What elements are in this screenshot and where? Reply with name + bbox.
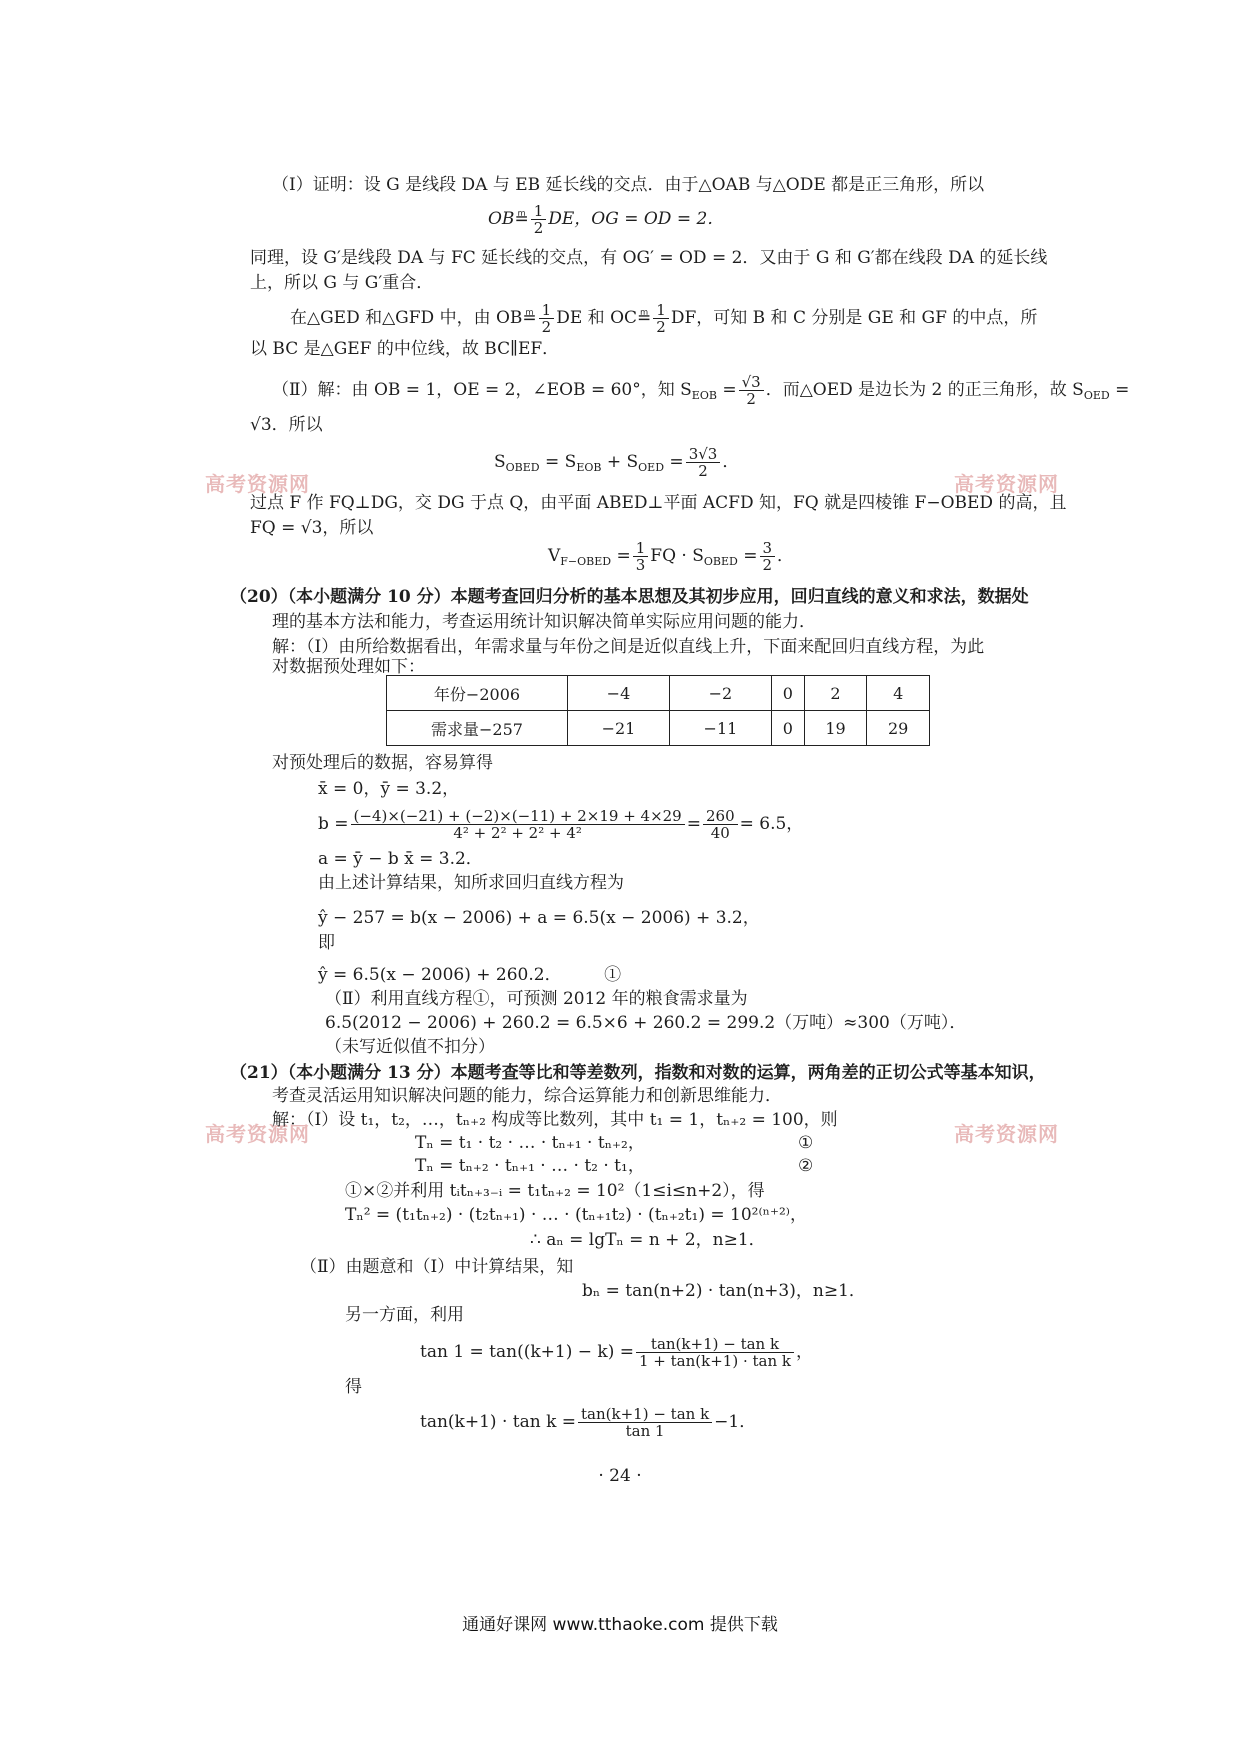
- table-cell: −21: [568, 711, 670, 746]
- watermark: 高考资源网: [954, 472, 1059, 496]
- table-cell: 29: [867, 711, 930, 746]
- formula-line: ŷ − 257 = b(x − 2006) + a = 6.5(x − 2006) + 3.2，: [318, 908, 760, 928]
- formula-line: tan 1 = tan((k+1) − k) = $\frac{\text{tan(k+1) − tan k}}{\text{1 + tan(k+1) · tan k}}$ ，: [420, 1335, 813, 1370]
- watermark: 高考资源网: [954, 1122, 1059, 1146]
- text-line: 即: [318, 933, 335, 953]
- text-line: 理的基本方法和能力，考查运用统计知识解决简单实际应用问题的能力．: [272, 612, 816, 632]
- text-line: 对数据预处理如下：: [272, 657, 425, 677]
- equation-number: ②: [798, 1156, 814, 1176]
- table-cell: 4: [867, 676, 930, 711]
- formula-line: Tₙ = tₙ₊₂ · tₙ₊₁ · … · t₂ · t₁，: [415, 1156, 645, 1176]
- text-line: （20）（本小题满分 10 分）本题考查回归分析的基本思想及其初步应用，回归直线的意义和求法，数据处: [230, 587, 1029, 607]
- page-number: · 24 ·: [598, 1466, 642, 1486]
- table-row: [387, 711, 930, 746]
- table-cell: 0: [771, 676, 804, 711]
- formula-line: $V_{F-OBED}$ = $\frac{1}{3}$ FQ · $S_{OBED}$ = $\frac{3}{2}$ ．: [548, 539, 795, 574]
- text-line: （Ⅱ）利用直线方程①，可预测 2012 年的粮食需求量为: [325, 989, 748, 1009]
- formula-line: ŷ = 6.5(x − 2006) + 260.2． ①: [318, 965, 622, 985]
- formula-line: bₙ = tan(n+2) · tan(n+3)，n≥1．: [582, 1281, 866, 1301]
- table-cell: 年份−2006: [387, 676, 568, 711]
- text-line: 解：（Ⅰ）由所给数据看出，年需求量与年份之间是近似直线上升，下面来配回归直线方程，为此: [272, 637, 985, 657]
- formula-line: ∴ aₙ = lgTₙ = n + 2，n≥1．: [530, 1230, 766, 1250]
- data-table: [386, 675, 930, 746]
- equation-number: ①: [798, 1133, 814, 1153]
- text-line: 得: [345, 1377, 362, 1397]
- table-cell: −11: [669, 711, 771, 746]
- text-line: 另一方面，利用: [345, 1305, 464, 1325]
- text-line: （Ⅰ）证明：设 G 是线段 DA 与 EB 延长线的交点．由于△OAB 与△ODE 都是正三角形，所以: [272, 175, 985, 195]
- text-line: FQ = √3，所以: [250, 518, 374, 538]
- text-line: 以 BC 是△GEF 的中位线，故 BC∥EF．: [250, 339, 560, 359]
- formula-line: 解：（Ⅰ）设 t₁，t₂，…，tₙ₊₂ 构成等比数列，其中 t₁ = 1，tₙ₊₂ = 100，则: [272, 1110, 838, 1130]
- table-row: [387, 676, 930, 711]
- table-cell: 2: [804, 676, 867, 711]
- formula-line: a = ȳ − b x̄ = 3.2．: [318, 849, 483, 869]
- formula-line: ①×②并利用 tᵢtₙ₊₃₋ᵢ = t₁tₙ₊₂ = 10²（1≤i≤n+2），得: [345, 1181, 765, 1201]
- formula-line: x̄ = 0，ȳ = 3.2，: [318, 779, 460, 799]
- watermark: 高考资源网: [205, 1122, 310, 1146]
- table-cell: 19: [804, 711, 867, 746]
- text-line: 同理，设 G′是线段 DA 与 FC 延长线的交点，有 OG′ = OD = 2．又由于 G 和 G′都在线段 DA 的延长线: [250, 248, 1048, 268]
- table-cell: −2: [669, 676, 771, 711]
- table-cell: 0: [771, 711, 804, 746]
- table-cell: 需求量−257: [387, 711, 568, 746]
- formula-line: $S_{OBED} = S_{EOB} + S_{OED}$ = $\frac{3√3}{2}$ ．: [494, 445, 740, 480]
- text-line: 上，所以 G 与 G′重合．: [250, 273, 434, 293]
- formula-line: 在△GED 和△GFD 中，由 OB≞ $\frac{1}{2}$ DE 和 OC≞ $\frac{1}{2}$ DF，可知 B 和 C 分别是 GE 和 GF 的中点，所: [290, 301, 1038, 336]
- formula-line: Tₙ = t₁ · t₂ · … · tₙ₊₁ · tₙ₊₂，: [415, 1133, 645, 1153]
- text-line: √3．所以: [250, 415, 323, 435]
- formula-line: b = $\frac{(-4)\times(-21) + (-2)\times(-11) + 2\times 19 + 4\times 29}{\text{4² + 2² + 2² + 4²}}$ = $\frac{260}{40}$ = 6.5，: [318, 807, 804, 842]
- text-line: 由上述计算结果，知所求回归直线方程为: [318, 873, 624, 893]
- formula-line: Tₙ² = (t₁tₙ₊₂) · (t₂tₙ₊₁) · … · (tₙ₊₁t₂) · (tₙ₊₂t₁) = 10²⁽ⁿ⁺²⁾，: [345, 1205, 807, 1225]
- text-line: 考查灵活运用知识解决问题的能力，综合运算能力和创新思维能力．: [272, 1086, 782, 1106]
- text-line: 过点 F 作 FQ⊥DG，交 DG 于点 Q，由平面 ABED⊥平面 ACFD 知，FQ 就是四棱锥 F−OBED 的高，且: [250, 493, 1067, 513]
- formula-line: OB≞ $\frac{1}{2}$ DE，OG = OD = 2．: [488, 202, 725, 237]
- text-line: （未写近似值不扣分）: [325, 1037, 495, 1057]
- text-line: （21）（本小题满分 13 分）本题考查等比和等差数列，指数和对数的运算，两角差的正切公式等基本知识，: [230, 1063, 1046, 1083]
- footer: 通通好课网 www.tthaoke.com 提供下载: [462, 1615, 778, 1635]
- formula-line: 6.5(2012 − 2006) + 260.2 = 6.5×6 + 260.2 = 299.2（万吨）≈300（万吨）．: [325, 1013, 967, 1033]
- watermark: 高考资源网: [205, 472, 310, 496]
- formula-line: （Ⅱ）解：由 OB = 1，OE = 2，∠EOB = 60°，知 $S_{EOB}$ = $\frac{√3}{2}$ ．而△OED 是边长为 2 的正三角形，故 $S_{OED}$ =: [272, 373, 1130, 408]
- formula-line: tan(k+1) · tan k = $\frac{\text{tan(k+1) − tan k}}{\tan 1}$ −1．: [420, 1405, 757, 1440]
- table-cell: −4: [568, 676, 670, 711]
- text-line: （Ⅱ）由题意和（Ⅰ）中计算结果，知: [300, 1257, 574, 1277]
- text-line: 对预处理后的数据，容易算得: [272, 753, 493, 773]
